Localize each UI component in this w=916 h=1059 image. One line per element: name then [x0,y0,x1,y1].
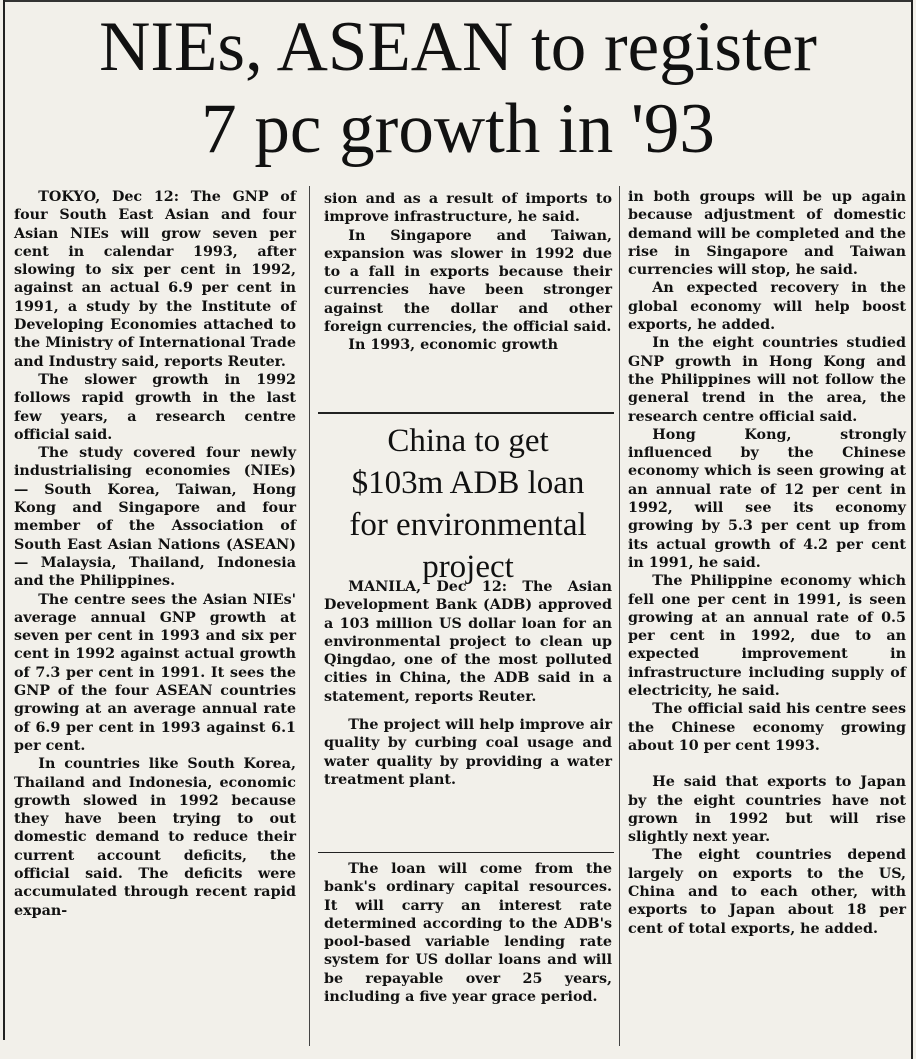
story-divider [318,852,614,853]
paragraph: In Singapore and Taiwan, expansion was slower in 1992 due to a fall in exports because their currencies have been stronger against the dollar and other foreign currencies, the official said. [324,227,612,336]
subhead-line-4: project [422,549,514,585]
top-border [3,0,913,2]
paragraph: MANILA, Dec 12: The Asian Development Bank (ADB) approved a 103 million US dollar loan for an environmental project to clean up Qingdao, one of the most polluted cities in China, the ADB said in a statement, reports Reuter. [324,579,612,705]
column-2-continuation [324,190,612,355]
paragraph: The loan will come from the bank's ordinary capital resources. It will carry an interest rate determined according to the ADB's pool-based variable lending rate system for US dollar loans and will be repayable over 25 years, including a five year grace period. [324,861,612,1006]
paragraph: Hong Kong, strongly influenced by the Chinese economy which is seen growing at an annual rate of 12 per cent in 1992, will see its economy growing by 5.3 per cent up from its actual growth of 4.2 per cent in 1991, he said. [628,426,906,571]
headline-line-2: 7 pc growth in '93 [201,90,715,168]
paragraph: The centre sees the Asian NIEs' average annual GNP growth at seven per cent in 1993 and six per cent in 1992 against actual growth of 7.3 per cent in 1991. It sees the GNP of the four ASEAN countries growing at an average annual rate of 6.9 per cent in 1993 against 6.1 per cent. [14,591,296,754]
paragraph: TOKYO, Dec 12: The GNP of four South East Asian and four Asian NIEs will grow seven per cent in calendar 1993, after slowing to six per cent in 1992, against an actual 6.9 per cent in 1991, a study by the Institute of Developing Economies attached to the Ministry of International Trade and Industry said, reports Reuter. [14,189,296,370]
paragraph: The project will help improve air quality by curbing coal usage and water quality by providing a water treatment plant. [324,717,612,788]
secondary-headline [318,420,618,588]
column-divider [309,186,310,1046]
paragraph: The official said his centre sees the Chinese economy growing about 10 per cent 1993. [628,701,906,754]
main-headline [10,6,906,170]
paragraph: in both groups will be up again because adjustment of domestic demand will be completed and the rise in Singapore and Taiwan currencies will stop, he said. [628,189,906,279]
column-2-story [324,578,612,789]
column-divider [619,186,620,1046]
paragraph: He said that exports to Japan by the eight countries have not grown in 1992 but will rise slightly next year. [628,774,906,846]
paragraph: The study covered four newly industrialising economies (NIEs) — South Korea, Taiwan, Hong Kong and Singapore and four member of the Association of South East Asian Nations (ASEAN) — Malaysia, Thailand, Indonesia and the Philippines. [14,445,296,590]
left-border [3,0,5,1040]
paragraph: In the eight countries studied GNP growth in Hong Kong and the Philippines will not follow the general trend in the area, the research centre official said. [628,335,906,425]
column-3 [628,188,906,938]
subhead-line-1: China to get [387,423,549,459]
paragraph: In 1993, economic growth [348,337,558,354]
right-border [911,0,913,1059]
paragraph: An expected recovery in the global economy will help boost exports, he added. [628,280,906,334]
story-separator [318,412,614,414]
subhead-line-2: $103m ADB loan [351,465,585,501]
paragraph: The slower growth in 1992 follows rapid growth in the last few years, a research centre official said. [14,371,296,443]
paragraph: The eight countries depend largely on exports to the US, China and to each other, with exports to Japan about 18 per cent of total exports, he added. [628,847,906,937]
column-1 [14,188,296,920]
paragraph: The Philippine economy which fell one per cent in 1991, is seen growing at an annual rate of 0.5 per cent in 1992, due to an expected improvement in infrastructure including supply of electricity, he said. [628,573,906,700]
headline-line-1: NIEs, ASEAN to register [99,8,817,86]
subhead-line-3: for environmental [349,507,587,543]
paragraph: In countries like South Korea, Thailand and Indonesia, economic growth slowed in 1992 because they have been trying to out domestic demand to reduce their current account deficits, the official said. The deficits were accumulated through recent rapid expan- [14,756,296,919]
paragraph: sion and as a result of imports to improve infrastructure, he said. [324,191,612,226]
column-2-bottom [324,860,612,1006]
